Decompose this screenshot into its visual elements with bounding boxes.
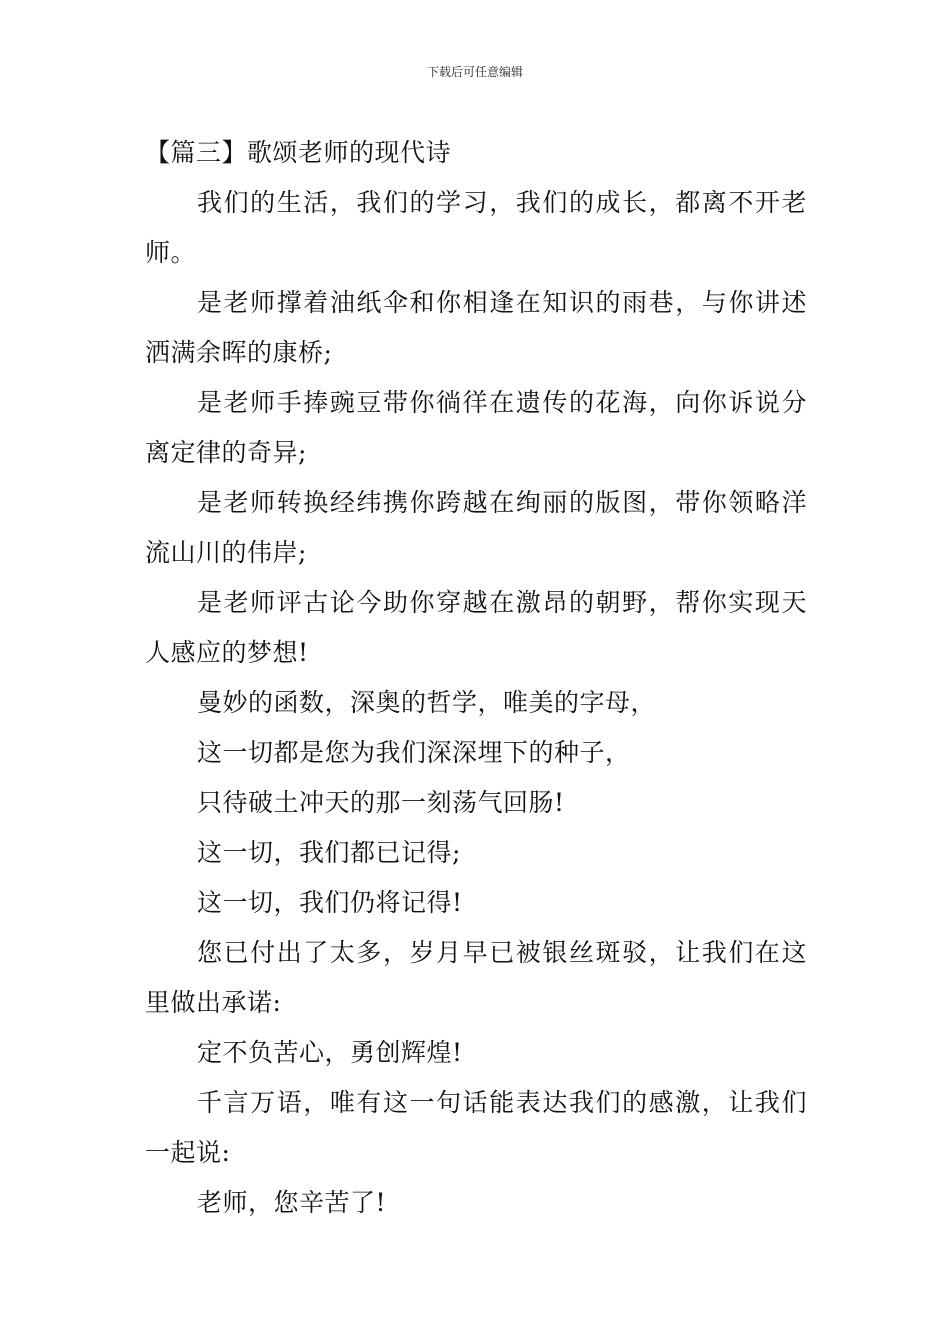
paragraph: 千言万语，唯有这一句话能表达我们的感激，让我们一起说: <box>145 1088 807 1167</box>
paragraph: 是老师手捧豌豆带你徜徉在遗传的花海，向你诉说分离定律的奇异; <box>145 388 807 467</box>
paragraph: 是老师撑着油纸伞和你相逢在知识的雨巷，与你讲述洒满余晖的康桥; <box>145 288 807 367</box>
document-body <box>145 128 807 1228</box>
paragraph: 是老师转换经纬携你跨越在绚丽的版图，带你领略洋流山川的伟岸; <box>145 488 807 567</box>
paragraph: 这一切，我们都已记得; <box>197 838 461 867</box>
page-header-note: 下载后可任意编辑 <box>426 65 523 79</box>
document-title: 【篇三】歌颂老师的现代诗 <box>145 138 452 167</box>
paragraph: 老师，您辛苦了! <box>197 1188 387 1217</box>
paragraph: 这一切都是您为我们深深埋下的种子， <box>197 738 631 767</box>
paragraph: 只待破土冲天的那一刻荡气回肠! <box>197 788 565 817</box>
paragraph: 定不负苦心，勇创辉煌! <box>197 1038 463 1067</box>
paragraph: 您已付出了太多，岁月早已被银丝斑驳，让我们在这里做出承诺: <box>145 938 807 1017</box>
paragraph: 我们的生活，我们的学习，我们的成长，都离不开老师。 <box>145 188 807 267</box>
paragraph: 曼妙的函数，深奥的哲学，唯美的字母， <box>197 688 657 717</box>
paragraph: 这一切，我们仍将记得! <box>197 888 463 917</box>
paragraph: 是老师评古论今助你穿越在激昂的朝野，帮你实现天人感应的梦想! <box>145 588 807 667</box>
